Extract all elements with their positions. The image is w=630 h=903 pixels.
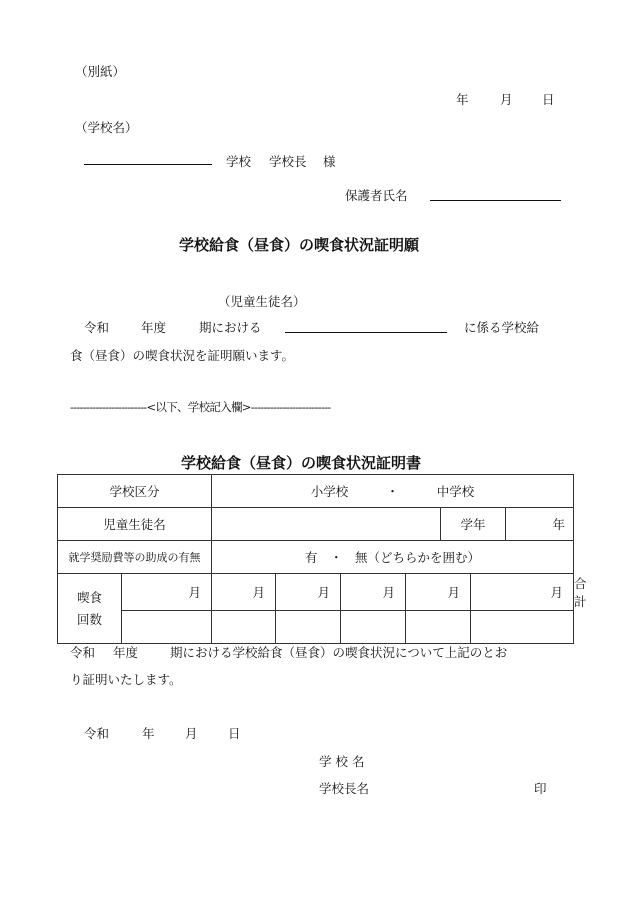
row-counts [58, 611, 574, 644]
request-title: 学校給食（昼食）の喫食状況証明願 [179, 236, 420, 254]
meals-label-1: 喫食 [76, 589, 102, 605]
count-6[interactable] [471, 611, 574, 644]
count-2[interactable] [212, 611, 276, 644]
attachment-label: （別紙） [75, 64, 126, 79]
school-type-options[interactable] [212, 475, 574, 508]
row-months: 喫食 回数 月 月 月 月 月 月 合計 [58, 574, 574, 611]
grade-cell[interactable]: 年 [506, 508, 574, 541]
footer-month: 月 [185, 726, 198, 741]
aid-label: 就学奨励費等の助成の有無 [58, 541, 212, 574]
addressee-honorific: 様 [323, 154, 336, 169]
month-5[interactable]: 月 [406, 574, 471, 611]
guardian-label: 保護者氏名 [345, 188, 408, 203]
month-4[interactable]: 月 [341, 574, 406, 611]
student-name-blank[interactable] [285, 332, 447, 333]
row-student [58, 508, 574, 541]
month-2[interactable]: 月 [212, 574, 276, 611]
certificate-table [57, 474, 587, 644]
request-regarding: に係る学校給 [464, 320, 540, 335]
school-section-divider: ------------------------<以下、学校記入欄>------------------------- [70, 400, 331, 414]
date-day: 日 [542, 92, 555, 107]
row-school-type [58, 475, 574, 508]
footer-year: 年 [142, 726, 155, 741]
school-type-label: 学校区分 [58, 475, 212, 508]
addressee-principal: 学校長 [269, 154, 307, 169]
statement-year: 年度 [113, 645, 139, 660]
school-name-blank[interactable] [84, 164, 212, 165]
statement-line2: り証明いたします。 [70, 672, 182, 687]
statement-era: 令和 [70, 645, 96, 660]
request-era: 令和 [84, 320, 110, 335]
request-term: 期における [199, 320, 262, 335]
student-name-cell[interactable] [212, 508, 441, 541]
signature-school-label: 学 校 名 [319, 754, 365, 769]
student-name-label-cell: 児童生徒名 [58, 508, 212, 541]
month-1[interactable]: 月 [122, 574, 212, 611]
date-year: 年 [456, 92, 469, 107]
statement-line1: 期における学校給食（昼食）の喫食状況について上記のとお [170, 645, 508, 660]
option-junior-high: 中学校 [436, 484, 475, 499]
student-name-label: （児童生徒名） [218, 294, 306, 309]
option-elementary: 小学校 [310, 484, 349, 499]
guardian-name-blank[interactable] [430, 200, 561, 201]
meals-label-2: 回数 [76, 611, 102, 627]
date-month: 月 [500, 92, 513, 107]
option-separator: ・ [386, 484, 399, 499]
certificate-title: 学校給食（昼食）の喫食状況証明書 [181, 454, 422, 472]
count-4[interactable] [341, 611, 406, 644]
month-6[interactable]: 月 [471, 574, 574, 611]
aid-value[interactable]: 有 ・ 無（どちらかを囲む） [212, 541, 574, 574]
count-1[interactable] [122, 611, 212, 644]
signature-principal-label: 学校長名 [319, 781, 370, 796]
meals-label [58, 574, 122, 644]
seal-mark: 印 [534, 781, 547, 796]
count-5[interactable] [406, 611, 471, 644]
request-year: 年度 [141, 320, 167, 335]
request-line2: 食（昼食）の喫食状況を証明願います。 [70, 348, 295, 363]
month-3[interactable]: 月 [276, 574, 341, 611]
footer-era: 令和 [84, 726, 110, 741]
footer-day: 日 [228, 726, 241, 741]
addressee-school: 学校 [226, 154, 252, 169]
grade-label: 学年 [441, 508, 506, 541]
school-name-label: （学校名） [75, 120, 138, 135]
count-3[interactable] [276, 611, 341, 644]
row-aid [58, 541, 574, 574]
